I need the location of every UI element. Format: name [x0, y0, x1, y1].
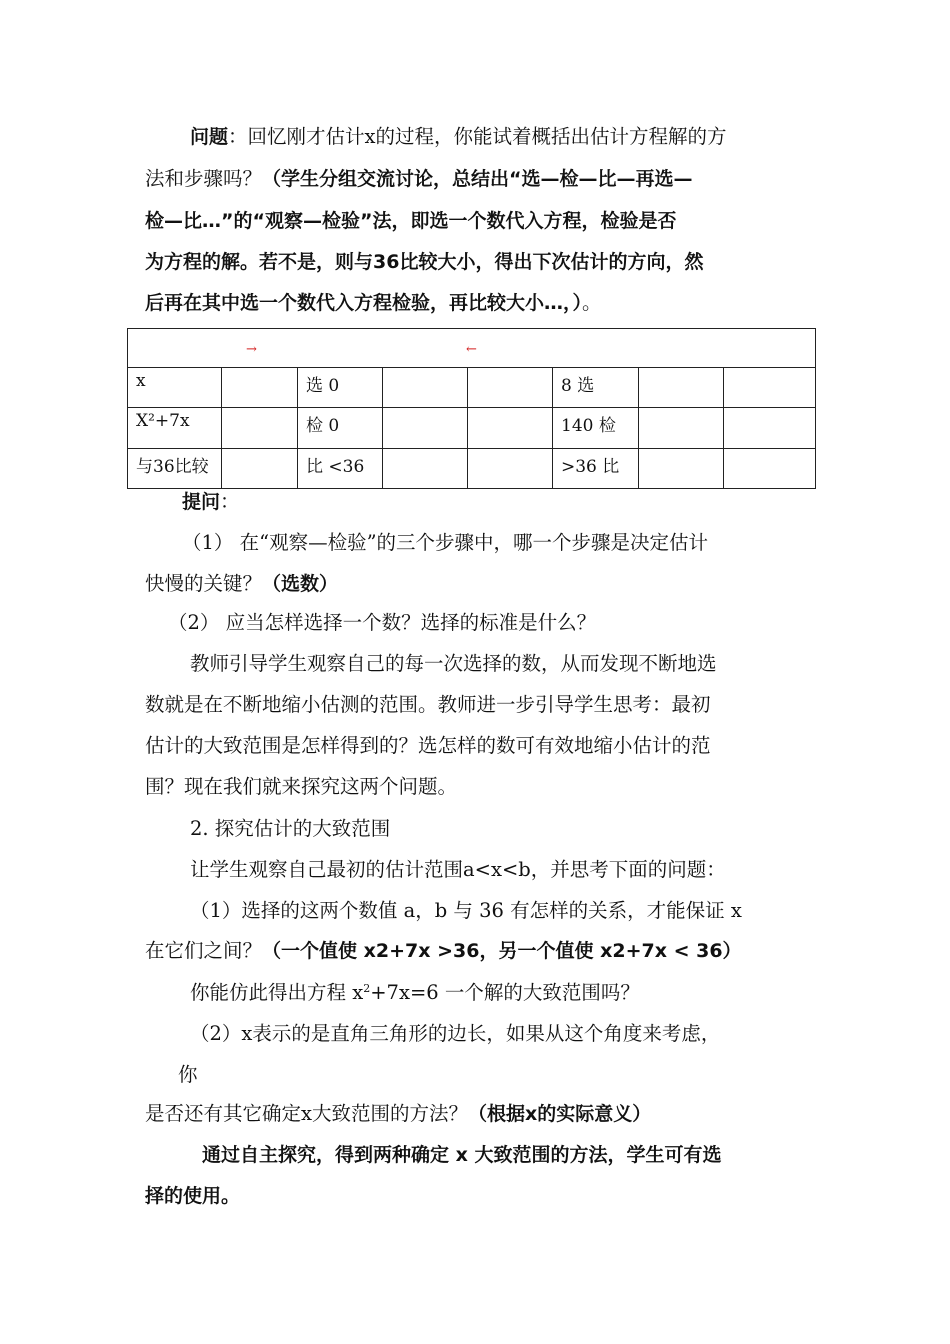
section-2-q1-answer: （一个值使 x2+7x >36，另一个值使 x2+7x < 36） [262, 940, 742, 962]
problem-colon: ： [228, 125, 248, 148]
table-cell [639, 368, 724, 408]
arrow-row [128, 329, 816, 368]
table-cell [383, 448, 468, 488]
section-2-q1-line-2 [145, 937, 742, 965]
conclusion-line-2: 择的使用。 [145, 1185, 241, 1207]
table-cell [468, 368, 553, 408]
table-cell [222, 448, 298, 488]
table-cell [639, 448, 724, 488]
question-2: （2） 应当怎样选择一个数？选择的标准是什么？ [168, 611, 597, 634]
question-1-answer: （选数） [262, 573, 339, 595]
problem-line-3: 检—比…”的“观察—检验”法，即选一个数代入方程，检验是否 [145, 210, 677, 232]
table-cell [468, 448, 553, 488]
problem-end-5: 。 [582, 291, 602, 314]
problem-bold-5: 后再在其中选一个数代入方程检验，再比较大小…，） [145, 292, 583, 314]
estimation-table [127, 328, 816, 489]
question-1-line-2 [145, 570, 338, 598]
section-2-heading: 2. 探究估计的大致范围 [190, 817, 391, 840]
table-row [128, 368, 816, 408]
question-1-line-1: （1） 在“观察—检验”的三个步骤中，哪一个步骤是决定估计 [182, 531, 709, 554]
ask-heading [182, 488, 240, 516]
problem-text-1: 回忆刚才估计x的过程，你能试着概括出估计方程解的方 [247, 125, 727, 148]
teacher-line-1: 教师引导学生观察自己的每一次选择的数，从而发现不断地选 [190, 652, 717, 675]
table-cell [383, 368, 468, 408]
section-2-q1-text: 在它们之间？ [145, 939, 263, 962]
table-cell: 选 0 [298, 368, 383, 408]
followup-post: +7x=6 一个解的大致范围吗？ [370, 981, 640, 1004]
section-2-q1-line-1: （1）选择的这两个数值 a，b 与 36 有怎样的关系，才能保证 x [190, 899, 742, 922]
table-cell: x [128, 368, 222, 408]
ask-label: 提问 [182, 491, 221, 513]
table-cell: 检 0 [298, 408, 383, 448]
problem-line-5 [145, 289, 602, 317]
table-cell: X²+7x [128, 408, 222, 448]
section-2-q2-line-1: （2）x表示的是直角三角形的边长，如果从这个角度来考虑， [190, 1022, 721, 1045]
problem-line-2 [145, 165, 693, 193]
problem-bold-2: （学生分组交流讨论，总结出“选—检—比—再选— [262, 168, 693, 190]
right-arrow-icon: → [246, 342, 257, 357]
section-2-q2-answer: （根据x的实际意义） [468, 1103, 652, 1125]
arrow-cell [128, 329, 816, 368]
section-2-q2-text: 是否还有其它确定x大致范围的方法？ [145, 1102, 468, 1125]
problem-text-2: 法和步骤吗？ [145, 167, 263, 190]
ask-colon: ： [220, 490, 240, 513]
left-arrow-icon: ← [466, 342, 477, 357]
section-2-q2-line-2: 你 [178, 1063, 198, 1086]
table-cell [468, 408, 553, 448]
table-cell: 140 检 [553, 408, 639, 448]
section-2-intro: 让学生观察自己最初的估计范围a<x<b，并思考下面的问题： [190, 858, 726, 881]
table-cell: >36 比 [553, 448, 639, 488]
table-cell [383, 408, 468, 448]
table-cell: 与36比较 [128, 448, 222, 488]
question-1-text: 快慢的关键？ [145, 572, 263, 595]
table-cell [222, 368, 298, 408]
table-row [128, 448, 816, 488]
followup-pre: 你能仿此得出方程 x [190, 981, 364, 1004]
teacher-line-2: 数就是在不断地缩小估测的范围。教师进一步引导学生思考：最初 [145, 693, 711, 716]
problem-line-1 [190, 123, 727, 151]
table-cell [222, 408, 298, 448]
section-2-followup [190, 979, 640, 1007]
table-cell [724, 408, 816, 448]
conclusion-line-1: 通过自主探究，得到两种确定 x 大致范围的方法，学生可有选 [202, 1144, 722, 1166]
table-cell [639, 408, 724, 448]
table-cell: 比 <36 [298, 448, 383, 488]
table-cell: 8 选 [553, 368, 639, 408]
teacher-line-4: 围？现在我们就来探究这两个问题。 [145, 775, 458, 798]
table-cell [724, 368, 816, 408]
table-row [128, 408, 816, 448]
followup-sup: 2 [363, 982, 371, 995]
problem-line-4: 为方程的解。若不是，则与36比较大小，得出下次估计的方向，然 [145, 251, 704, 273]
teacher-line-3: 估计的大致范围是怎样得到的？选怎样的数可有效地缩小估计的范 [145, 734, 711, 757]
table-cell [724, 448, 816, 488]
section-2-q2-line-3 [145, 1100, 651, 1128]
problem-label: 问题 [190, 126, 229, 148]
